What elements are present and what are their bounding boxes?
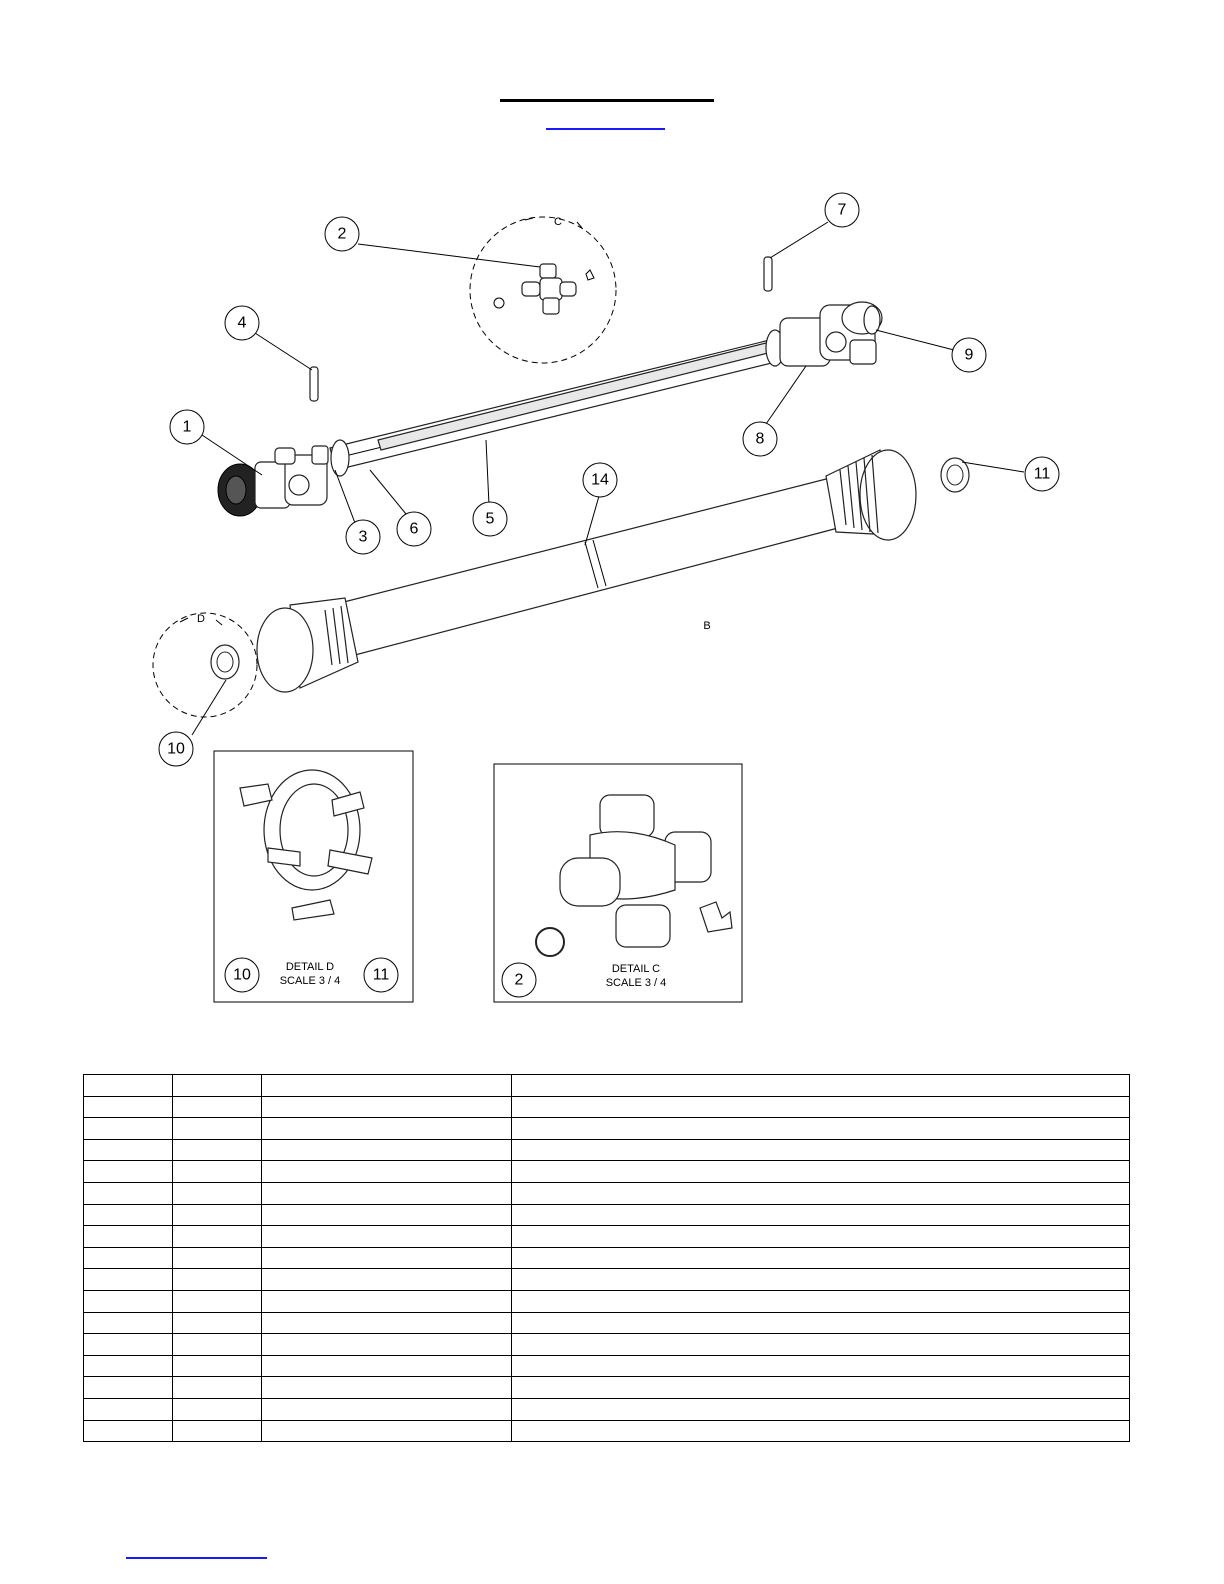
- svg-text:8: 8: [755, 430, 765, 448]
- svg-text:2: 2: [337, 225, 347, 243]
- table-cell: [173, 1075, 262, 1097]
- table-cell: [84, 1355, 173, 1377]
- callout-8: [743, 422, 777, 456]
- table-cell: [84, 1139, 173, 1161]
- svg-text:2: 2: [514, 971, 524, 989]
- table-cell: [84, 1096, 173, 1118]
- detail-d-title: DETAIL D: [285, 961, 335, 973]
- callout-9: [952, 338, 986, 372]
- table-cell: [173, 1161, 262, 1183]
- cross-cap-top: [600, 795, 654, 837]
- table-cell: [173, 1334, 262, 1356]
- table-cell: [512, 1139, 1130, 1161]
- table-row: [84, 1398, 1130, 1420]
- table-cell: [84, 1118, 173, 1140]
- table-cell: [512, 1075, 1130, 1097]
- callout-6: [397, 512, 431, 546]
- svg-text:11: 11: [1033, 465, 1051, 483]
- table-cell: [84, 1161, 173, 1183]
- table-cell: [262, 1139, 512, 1161]
- svg-text:4: 4: [237, 314, 247, 332]
- table-cell: [262, 1118, 512, 1140]
- callout-3: [346, 520, 380, 554]
- parts-list-table: [83, 1074, 1130, 1442]
- table-cell: [173, 1312, 262, 1334]
- cross-cap-left: [560, 858, 620, 906]
- table-cell: [262, 1075, 512, 1097]
- table-cell: [173, 1139, 262, 1161]
- table-cell: [84, 1226, 173, 1248]
- table-cell: [173, 1204, 262, 1226]
- table-cell: [512, 1334, 1130, 1356]
- pin-7: [764, 257, 772, 291]
- table-cell: [173, 1118, 262, 1140]
- table-cell: [512, 1420, 1130, 1442]
- detail-c-title: DETAIL C: [611, 963, 661, 975]
- svg-text:5: 5: [485, 510, 495, 528]
- svg-text:1: 1: [182, 418, 192, 436]
- detail-d-scale: SCALE 3 / 4: [279, 975, 341, 987]
- callout-5: [473, 502, 507, 536]
- callout-10: [159, 732, 193, 766]
- svg-text:6: 6: [409, 520, 419, 538]
- table-cell: [262, 1377, 512, 1399]
- view-label-d: D: [197, 613, 205, 625]
- svg-text:10: 10: [233, 966, 251, 984]
- svg-text:7: 7: [837, 201, 847, 219]
- table-cell: [262, 1161, 512, 1183]
- table-cell: [262, 1334, 512, 1356]
- table-cell: [512, 1312, 1130, 1334]
- table-cell: [173, 1096, 262, 1118]
- table-cell: [512, 1182, 1130, 1204]
- table-cell: [173, 1182, 262, 1204]
- table-cell: [512, 1247, 1130, 1269]
- table-cell: [84, 1312, 173, 1334]
- table-cell: [262, 1096, 512, 1118]
- table-cell: [173, 1355, 262, 1377]
- table-cell: [262, 1247, 512, 1269]
- detail-d-box: [214, 751, 413, 1002]
- table-cell: [262, 1312, 512, 1334]
- table-cell: [84, 1420, 173, 1442]
- table-cell: [262, 1355, 512, 1377]
- svg-text:14: 14: [591, 471, 609, 489]
- table-cell: [512, 1161, 1130, 1183]
- callout-7: [825, 193, 859, 227]
- table-row: [84, 1096, 1130, 1118]
- table-row: [84, 1204, 1130, 1226]
- table-cell: [262, 1269, 512, 1291]
- table-cell: [262, 1204, 512, 1226]
- table-row: [84, 1247, 1130, 1269]
- detail-c-scale: SCALE 3 / 4: [605, 977, 667, 989]
- footer-link-underline[interactable]: [126, 1557, 267, 1559]
- svg-text:11: 11: [372, 966, 390, 984]
- callout-2: [325, 217, 359, 251]
- view-label-b: B: [703, 620, 711, 632]
- table-row: [84, 1420, 1130, 1442]
- table-cell: [84, 1377, 173, 1399]
- table-cell: [262, 1290, 512, 1312]
- table-cell: [262, 1398, 512, 1420]
- table-cell: [262, 1182, 512, 1204]
- table-cell: [84, 1398, 173, 1420]
- outer-tube-section: [378, 340, 780, 450]
- detail-c-callout-view: [470, 216, 616, 363]
- table-row: [84, 1161, 1130, 1183]
- table-row: [84, 1118, 1130, 1140]
- svg-text:9: 9: [964, 346, 974, 364]
- table-cell: [84, 1247, 173, 1269]
- svg-text:3: 3: [358, 528, 368, 546]
- table-cell: [512, 1204, 1130, 1226]
- table-cell: [512, 1118, 1130, 1140]
- table-row: [84, 1075, 1130, 1097]
- table-cell: [173, 1420, 262, 1442]
- table-cell: [84, 1075, 173, 1097]
- table-cell: [173, 1398, 262, 1420]
- callout-14: [583, 463, 617, 497]
- table-cell: [512, 1377, 1130, 1399]
- collar-ring: [331, 440, 349, 476]
- table-row: [84, 1139, 1130, 1161]
- table-cell: [173, 1269, 262, 1291]
- table-cell: [84, 1204, 173, 1226]
- table-row: [84, 1355, 1130, 1377]
- table-cell: [262, 1226, 512, 1248]
- table-cell: [173, 1226, 262, 1248]
- pin-4: [310, 367, 318, 401]
- table-cell: [84, 1290, 173, 1312]
- table-cell: [173, 1377, 262, 1399]
- table-cell: [512, 1269, 1130, 1291]
- table-cell: [173, 1247, 262, 1269]
- guard-tube: [340, 478, 838, 655]
- table-row: [84, 1312, 1130, 1334]
- table-row: [84, 1334, 1130, 1356]
- table-row: [84, 1290, 1130, 1312]
- table-cell: [262, 1420, 512, 1442]
- callout-4: [225, 306, 259, 340]
- table-cell: [512, 1355, 1130, 1377]
- table-cell: [512, 1096, 1130, 1118]
- cross-cap-bottom: [616, 905, 670, 947]
- table-cell: [84, 1269, 173, 1291]
- table-row: [84, 1269, 1130, 1291]
- view-label-c: C: [554, 216, 562, 228]
- table-row: [84, 1182, 1130, 1204]
- callout-1: [170, 410, 204, 444]
- table-cell: [512, 1290, 1130, 1312]
- table-cell: [84, 1182, 173, 1204]
- table-cell: [512, 1398, 1130, 1420]
- detail-c-box: [494, 764, 742, 1002]
- table-row: [84, 1226, 1130, 1248]
- svg-text:10: 10: [167, 740, 185, 758]
- table-cell: [512, 1226, 1130, 1248]
- callout-11: [1025, 457, 1059, 491]
- right-yoke: [780, 302, 882, 366]
- table-cell: [84, 1334, 173, 1356]
- detail-d-callout-view: [153, 613, 257, 717]
- table-cell: [173, 1290, 262, 1312]
- table-row: [84, 1377, 1130, 1399]
